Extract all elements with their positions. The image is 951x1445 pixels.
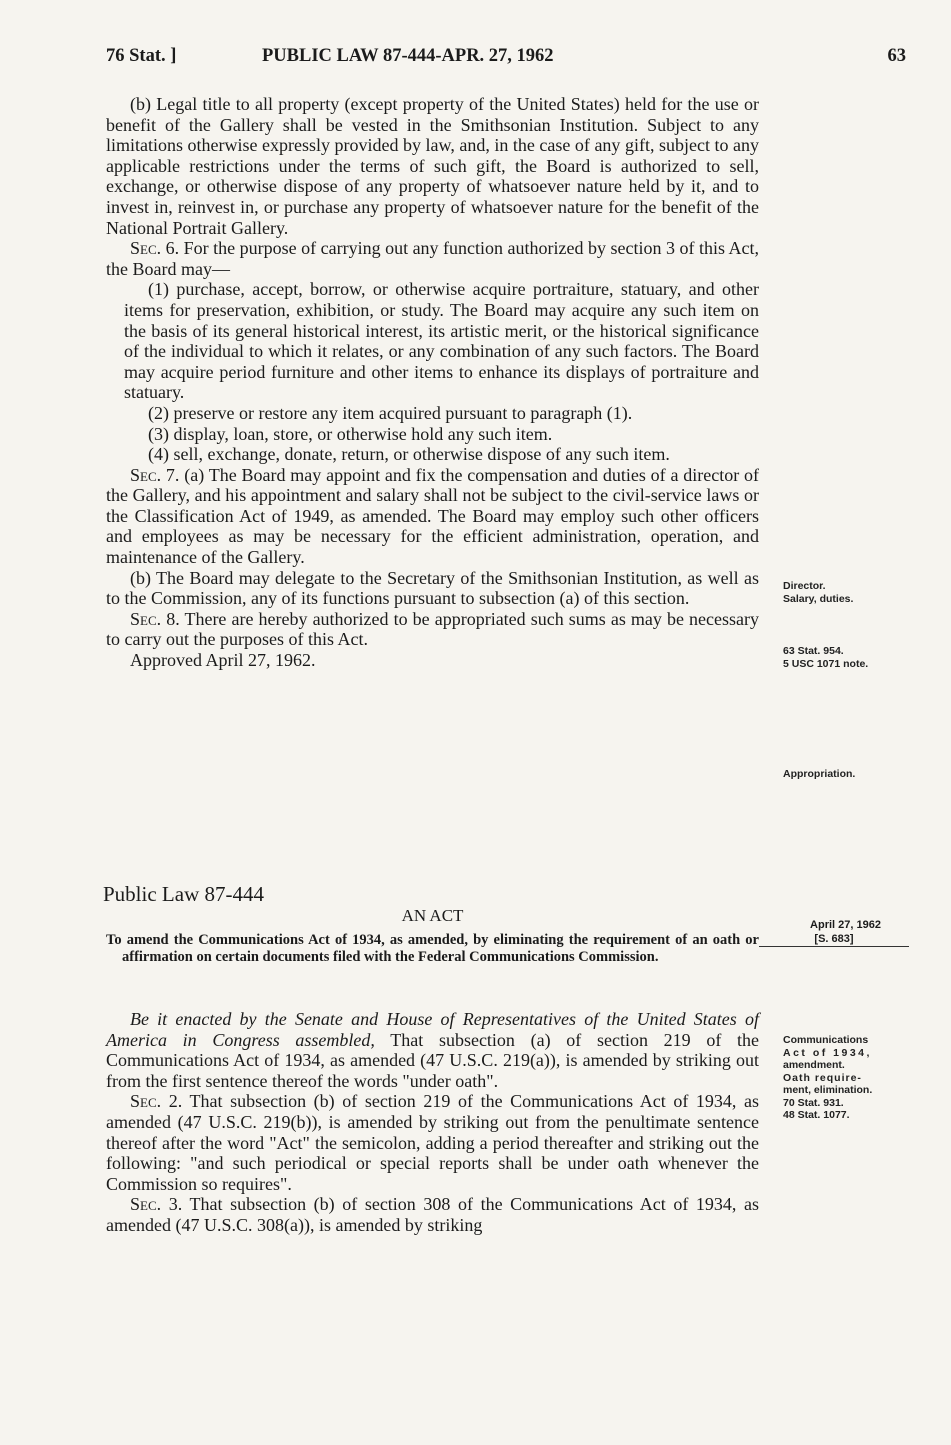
- an-act-heading: AN ACT: [401, 906, 464, 925]
- dateline: [783, 918, 908, 947]
- sec8-text: There are hereby authorized to be appropriated such sums as may be necessary to carry out the purposes of this Act.: [106, 608, 760, 650]
- section-2: [106, 1091, 759, 1194]
- margin-comm-3: amendment.: [783, 1059, 845, 1071]
- enactment-date: April 27, 1962: [810, 919, 881, 931]
- bill-number: [S. 683]: [759, 932, 909, 947]
- approved-date: Approved April 27, 1962.: [130, 650, 316, 671]
- sec2-text: That subsection (b) of section 219 of the Communications Act of 1934, as amended (47 U.S.C. 219(b)), is amended by striking out from the penultimate sentence thereof after the word "Act" the semicolon, adding a period thereafter and striking out the following: "and such periodical or special reports shall be under oath whenever the Commission so requires".: [106, 1091, 760, 1194]
- margin-oath-2: ment, elimination.: [783, 1084, 873, 1096]
- page-number: 63: [887, 46, 906, 66]
- margin-oath-1: Oath require-: [783, 1071, 862, 1084]
- sec6-item-3: (3) display, loan, store, or otherwise hold any such item.: [148, 423, 553, 444]
- sec2-label: Sec. 2.: [130, 1091, 183, 1112]
- sec7a-text: (a) The Board may appoint and fix the compensation and duties of a director of the Gallery, and his appointment and salary shall not be subject to the civil-service laws or the Classification Act of 1949, as amended. The Board may employ such other officers and employees as may be necessary for the efficient administration, operation, and maintenance of the Gallery.: [106, 464, 760, 568]
- main-text-block-1: [106, 94, 759, 671]
- purpose-text: To amend the Communications Act of 1934, as amended, by eliminating the requirement of an oath or affirmation on certain documents filed with the Federal Communications Commission.: [106, 932, 759, 965]
- sec6-item-4: (4) sell, exchange, donate, return, or otherwise dispose of any such item.: [148, 444, 670, 465]
- sec3-label: Sec. 3.: [130, 1194, 183, 1215]
- section-8: [106, 609, 759, 650]
- margin-stat-954: 63 Stat. 954.: [783, 645, 844, 657]
- margin-comm-2: Act of 1934,: [783, 1046, 872, 1059]
- margin-director: Director.: [783, 580, 826, 592]
- margin-comm-1: Communications: [783, 1034, 869, 1046]
- public-law-title: Public Law 87-444: [103, 882, 264, 906]
- sec6-item-1: (1) purchase, accept, borrow, or otherwise acquire portraiture, statuary, and other items for preservation, exhibition, or study. The Board may acquire any such item on the basis of its general historical interest, its artistic merit, or the historical significance of the individual to which it relates, or any combination of any such factors. The Board may acquire period furniture and other items to enhance its displays of portraiture and statuary.: [124, 279, 759, 403]
- sec6-label: Sec. 6.: [130, 238, 180, 259]
- act-purpose: [106, 932, 759, 966]
- sec7-label: Sec. 7.: [130, 464, 180, 485]
- margin-stat-1077: 48 Stat. 1077.: [783, 1109, 850, 1121]
- sec6-item-2: (2) preserve or restore any item acquired pursuant to paragraph (1).: [148, 402, 633, 423]
- margin-stat-931: 70 Stat. 931.: [783, 1096, 844, 1109]
- margin-note-appropriation: [783, 768, 908, 781]
- sec3-text: That subsection (b) of section 308 of the Communications Act of 1934, as amended (47 U.S.C. 308(a)), is amended by striking: [106, 1194, 760, 1235]
- sec1-text: That subsection (a) of section 219 of the Communications Act of 1934, as amended (47 U.S.C. 219(a)), is amended by striking out from the first sentence thereof the words "under oath".: [106, 1029, 760, 1091]
- margin-salary: Salary, duties.: [783, 592, 854, 605]
- enacting-clause: Be it enacted by the Senate and House of Representatives of the United States of America in Congress assembled,: [106, 1009, 759, 1050]
- margin-note-communications: [783, 1034, 908, 1122]
- margin-note-director: [783, 580, 908, 605]
- header-title: PUBLIC LAW 87-444-APR. 27, 1962: [262, 46, 554, 66]
- statute-volume: 76 Stat. ]: [106, 46, 177, 66]
- section-1: [106, 1009, 759, 1091]
- margin-usc-1071: 5 USC 1071 note.: [783, 657, 869, 670]
- sec8-label: Sec. 8.: [130, 608, 180, 629]
- section-5b: (b) Legal title to all property (except property of the United States) held for the use or benefit of the Gallery shall be vested in the Smithsonian Institution. Subject to any limitations otherwise expressly provided by law, and, in the case of any gift, subject to any applicable restrictions under the terms of such gift, the Board is authorized to sell, exchange, or otherwise dispose of any property of whatsoever nature held by it, and to invest in, reinvest in, or purchase any property of whatsoever nature for the benefit of the National Portrait Gallery.: [106, 94, 759, 238]
- main-text-block-2: [106, 1009, 759, 1236]
- section-3: [106, 1194, 759, 1235]
- running-header: [106, 46, 906, 76]
- margin-note-citations: [783, 645, 908, 670]
- section-7b: (b) The Board may delegate to the Secretary of the Smithsonian Institution, as well as to the Commission, any of its functions pursuant to subsection (a) of this section.: [106, 567, 759, 609]
- sec6-intro-text: For the purpose of carrying out any function authorized by section 3 of this Act, the Board may—: [106, 238, 759, 279]
- section-7a: [106, 465, 759, 568]
- section-6-intro: [106, 238, 759, 279]
- margin-appropriation: Appropriation.: [783, 768, 856, 780]
